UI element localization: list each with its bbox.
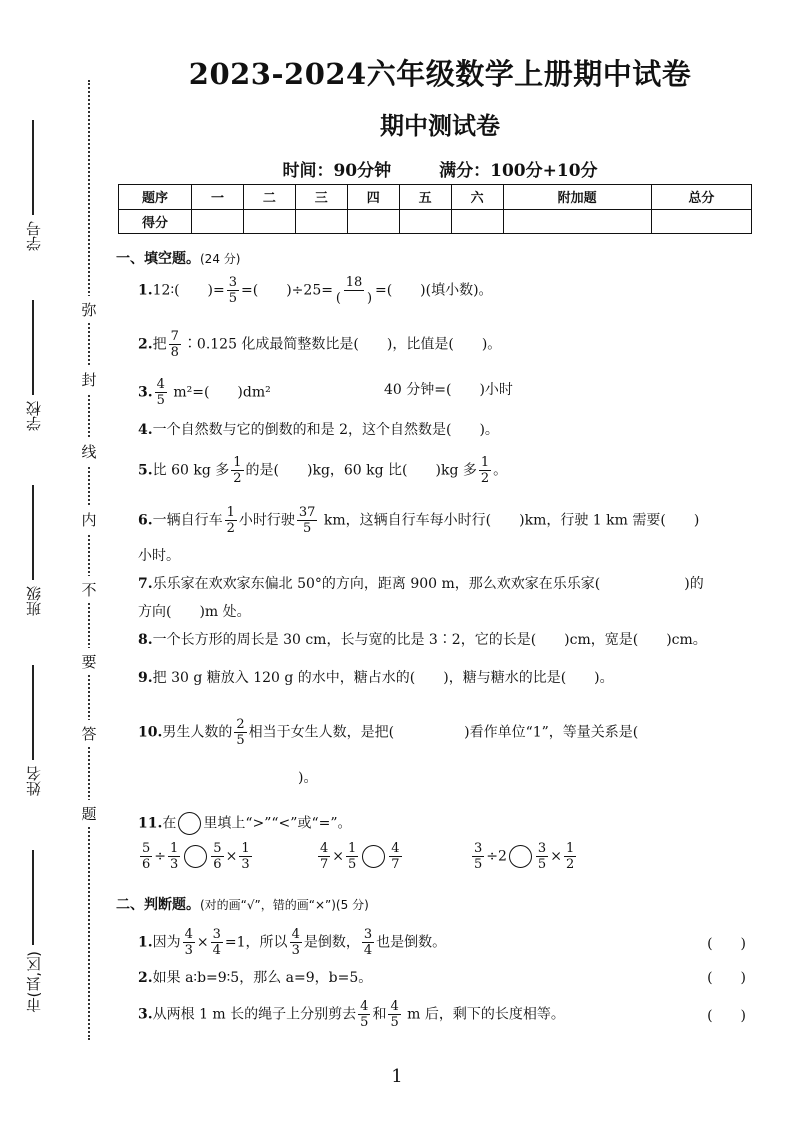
fraction (346, 842, 358, 871)
question-number: 9. (138, 670, 153, 686)
fraction (358, 1000, 370, 1029)
question-text: =( )(填小数)。 (374, 282, 493, 299)
fraction (168, 842, 180, 871)
fraction-denominator: 2 (480, 471, 490, 486)
fraction-denominator: 7 (320, 857, 329, 872)
question-text: 一个长方形的周长是 30 cm，长与宽的比是 3∶2，它的长是( )cm，宽是( )cm。 (152, 632, 707, 648)
district-field[interactable] (18, 850, 48, 1012)
section-points: (24 分) (200, 252, 241, 266)
exam-full-score: 满分：100分+10分 (439, 161, 598, 181)
seal-dotted-line (88, 80, 90, 1040)
fraction-numerator: 37 (298, 505, 316, 520)
seal-char: 线 (80, 438, 98, 465)
fraction (239, 842, 251, 871)
question-text: m 后，剩下的长度相等。 (402, 1006, 565, 1023)
fill-line (32, 665, 34, 760)
fraction (318, 842, 330, 871)
fraction-denominator: 5 (537, 857, 547, 872)
fraction (536, 842, 548, 871)
question-number: 5. (138, 462, 153, 479)
fraction (183, 928, 195, 957)
fraction-numerator: 3 (363, 927, 373, 942)
question-text: 如果 a∶b=9∶5，那么 a=9，b=5。 (152, 970, 373, 986)
seal-char: 要 (80, 648, 98, 675)
question-text: 因为 (152, 934, 181, 951)
answer-parentheses[interactable]: ( ) (707, 936, 746, 952)
fraction-denominator: 5 (303, 521, 312, 536)
fill-line (32, 485, 34, 580)
score-table-cell: 得分 (119, 209, 192, 234)
fraction-denominator: 7 (391, 857, 400, 872)
fraction (227, 276, 239, 305)
fraction-denominator: 4 (212, 943, 221, 958)
fraction-numerator: 4 (391, 841, 400, 856)
fraction-denominator: 3 (291, 943, 300, 958)
score-input-cell[interactable] (399, 209, 451, 234)
question-text: m²=( )dm² (168, 384, 271, 401)
fraction (479, 456, 491, 485)
score-input-cell[interactable] (451, 209, 503, 234)
answer-parentheses[interactable]: ( ) (707, 1008, 746, 1024)
question-text: 相当于女生人数，是把( )看作单位“1”，等量关系是( (248, 724, 639, 741)
exam-subtitle: 期中测试卷 (380, 111, 500, 140)
fraction-denominator: 5 (228, 291, 238, 306)
score-table-cell: 六 (451, 185, 503, 210)
fill-line (32, 850, 34, 945)
fraction-numerator: 1 (348, 841, 357, 856)
name-field[interactable] (18, 665, 48, 796)
fraction-numerator: 1 (170, 841, 179, 856)
fill-line (32, 120, 34, 215)
question-text: 从两根 1 m 长的绳子上分别剪去 (152, 1006, 357, 1023)
fraction-denominator: 6 (142, 857, 151, 872)
section-note: (对的画“√”，错的画“×”)(5 分) (200, 898, 369, 912)
exam-time: 时间：90分钟 (282, 161, 392, 181)
score-table-score-row (119, 209, 752, 234)
section-title-text: 二、判断题。 (116, 897, 200, 913)
question-number: 1. (138, 934, 153, 951)
question-number: 7. (138, 576, 153, 592)
question-9 (138, 668, 614, 688)
question-text: 一辆自行车 (152, 512, 223, 529)
question-number: 11. (138, 815, 163, 832)
question-number: 8. (138, 632, 153, 648)
fraction (169, 330, 181, 359)
section-2-title (116, 894, 369, 914)
score-input-cell[interactable] (192, 209, 244, 234)
question-2 (138, 330, 501, 359)
fraction (211, 842, 223, 871)
fraction (388, 1000, 400, 1029)
score-table-header-row (119, 185, 752, 210)
comparison-circle[interactable] (184, 845, 207, 868)
fraction-denominator: 5 (236, 733, 245, 748)
seal-char: 内 (80, 506, 98, 533)
score-table-cell: 总分 (651, 185, 751, 210)
question-text: 。 (493, 462, 508, 479)
fraction-denominator: 2 (565, 857, 575, 872)
fraction-denominator: 3 (241, 857, 250, 872)
question-number: 3. (138, 1006, 153, 1023)
fraction-denominator: 6 (213, 857, 222, 872)
operator: × (550, 848, 562, 865)
exam-info (120, 156, 760, 181)
comparison-expression-1 (138, 842, 254, 871)
question-text: 和 (372, 1006, 387, 1023)
section-title-text: 一、填空题。 (116, 251, 200, 267)
question-number: 6. (138, 512, 153, 529)
fraction-denominator: 5 (156, 393, 165, 408)
question-text: 12∶( )= (152, 282, 225, 299)
question-number: 4. (138, 422, 153, 438)
score-table-cell: 题序 (119, 185, 192, 210)
seal-char: 题 (80, 800, 98, 827)
score-table-cell: 三 (295, 185, 347, 210)
exam-title: 2023-2024六年级数学上册期中试卷 (188, 57, 692, 91)
fraction (472, 842, 484, 871)
operator: ÷2 (486, 848, 507, 865)
question-text: 也是倒数。 (376, 934, 447, 951)
operator: × (225, 848, 238, 865)
score-table-cell: 附加题 (503, 185, 651, 210)
question-6 (138, 506, 699, 535)
question-text: 的是( )kg，60 kg 比( )kg 多 (245, 462, 477, 479)
fraction (297, 506, 318, 535)
fraction-denominator: 5 (474, 857, 483, 872)
judge-question-1 (138, 928, 758, 957)
question-number: 3. (138, 384, 153, 401)
fraction (211, 928, 223, 957)
fraction-denominator: 5 (348, 857, 357, 872)
question-7-line-2: 方向( )m 处。 (138, 604, 251, 620)
question-10 (138, 718, 638, 747)
score-table-cell: 二 (243, 185, 295, 210)
school-label: 学校 (24, 401, 43, 431)
school-field[interactable] (18, 300, 48, 431)
fraction-numerator: 1 (226, 505, 235, 520)
comparison-circle[interactable] (362, 845, 385, 868)
fraction-denominator: 8 (170, 345, 179, 360)
fraction-numerator: 1 (241, 841, 250, 856)
name-label: 姓名 (24, 766, 43, 796)
question-text: ∶0.125 化成最简整数比是( )，比值是( )。 (182, 336, 502, 353)
question-6-line-2: 小时。 (138, 548, 180, 564)
score-input-cell[interactable] (503, 209, 651, 234)
fraction-numerator: 5 (213, 841, 222, 856)
fraction-denominator: 5 (390, 1015, 399, 1030)
fraction-numerator: 4 (390, 999, 399, 1014)
question-text: =1，所以 (224, 934, 288, 951)
fraction-numerator: 2 (236, 717, 245, 732)
question-text: 比 60 kg 多 (152, 462, 230, 479)
fraction-denominator: 3 (170, 857, 179, 872)
score-input-cell[interactable] (347, 209, 399, 234)
fraction-denominator: 2 (233, 471, 242, 486)
question-text: 在 (162, 815, 177, 832)
student-id-field[interactable] (18, 120, 48, 251)
fraction-numerator: 4 (184, 927, 193, 942)
score-table-cell: 五 (399, 185, 451, 210)
page-number: 1 (391, 1066, 403, 1087)
fraction-numerator: 1 (480, 455, 490, 470)
class-field[interactable] (18, 485, 48, 616)
seal-char: 弥 (80, 296, 98, 323)
question-4 (138, 420, 499, 440)
fraction (231, 456, 243, 485)
fraction-numerator: 7 (170, 329, 179, 344)
question-text: 乐乐家在欢欢家东偏北 50°的方向，距离 900 m，那么欢欢家在乐乐家( )的 (152, 576, 704, 592)
question-5 (138, 456, 507, 485)
score-table-cell: 四 (347, 185, 399, 210)
fraction (362, 928, 374, 957)
operator: ÷ (154, 848, 167, 865)
fraction (564, 842, 576, 871)
class-label: 班级 (24, 586, 43, 616)
comparison-circle[interactable] (178, 812, 201, 835)
fraction-denominator: 5 (360, 1015, 369, 1030)
fraction-numerator: 3 (212, 927, 221, 942)
fraction-numerator: 4 (156, 377, 165, 392)
judge-question-3 (138, 1000, 758, 1029)
section-1-title (116, 248, 240, 268)
fraction-denominator: 3 (184, 943, 193, 958)
question-7 (138, 574, 704, 594)
judge-question-2 (138, 968, 758, 988)
fraction-numerator: 3 (228, 275, 238, 290)
fraction (140, 842, 152, 871)
fraction-numerator: 4 (291, 927, 300, 942)
operator: × (196, 934, 209, 951)
question-text: 把 (152, 336, 167, 353)
question-text: km，这辆自行车每小时行( )km，行驶 1 km 需要( ) (319, 512, 700, 529)
question-number: 2. (138, 336, 153, 353)
fraction-numerator: 5 (142, 841, 151, 856)
question-text: 把 30 g 糖放入 120 g 的水中，糖占水的( )，糖与糖水的比是( )。 (152, 670, 614, 686)
fraction (335, 276, 373, 305)
comparison-expression-3 (470, 842, 578, 871)
score-table (118, 184, 752, 234)
fraction-numerator: 4 (320, 841, 329, 856)
fraction (155, 378, 167, 407)
fraction (225, 506, 237, 535)
fraction (290, 928, 302, 957)
seal-char: 答 (80, 720, 98, 747)
fraction-numerator: 1 (233, 455, 242, 470)
fraction-numerator: 3 (537, 841, 547, 856)
seal-char: 不 (80, 576, 98, 603)
comparison-expression-2 (316, 842, 404, 871)
question-11 (138, 812, 352, 835)
fraction (234, 718, 246, 747)
question-text: 里填上“>”“<”或“=”。 (203, 815, 352, 832)
score-table-cell: 一 (192, 185, 244, 210)
fraction (389, 842, 401, 871)
question-text: 小时行驶 (238, 512, 295, 529)
answer-parentheses[interactable]: ( ) (707, 970, 746, 986)
binding-strip (0, 60, 110, 1050)
question-10-line-2: )。 (298, 770, 318, 786)
score-input-cell[interactable] (295, 209, 347, 234)
fraction-denominator: 2 (226, 521, 235, 536)
fraction-numerator: 18 (345, 275, 363, 290)
question-text: 是倒数， (303, 934, 360, 951)
fill-line (32, 300, 34, 395)
question-3 (138, 378, 271, 407)
question-text: 男生人数的 (162, 724, 233, 741)
comparison-expressions (138, 842, 758, 882)
question-number: 10. (138, 724, 163, 741)
question-number: 2. (138, 970, 153, 986)
question-1 (138, 276, 493, 305)
fraction-numerator: 3 (474, 841, 483, 856)
fraction-denominator: 4 (363, 943, 373, 958)
district-label: 市(县,区) (24, 951, 43, 1013)
fraction-numerator: 4 (360, 999, 369, 1014)
score-input-cell[interactable] (243, 209, 295, 234)
score-input-cell[interactable] (651, 209, 751, 234)
question-8 (138, 630, 707, 650)
seal-char: 封 (80, 366, 98, 393)
question-text: 一个自然数与它的倒数的和是 2，这个自然数是( )。 (152, 422, 499, 438)
fraction-numerator: 1 (565, 841, 575, 856)
question-number: 1. (138, 282, 153, 299)
question-3-part-b: 40 分钟=( )小时 (384, 382, 513, 398)
operator: × (332, 848, 345, 865)
question-text: =( )÷25= (241, 282, 333, 299)
fraction-denominator: ( ) (335, 291, 373, 306)
student-id-label: 学号 (24, 221, 43, 251)
comparison-circle[interactable] (509, 845, 532, 868)
